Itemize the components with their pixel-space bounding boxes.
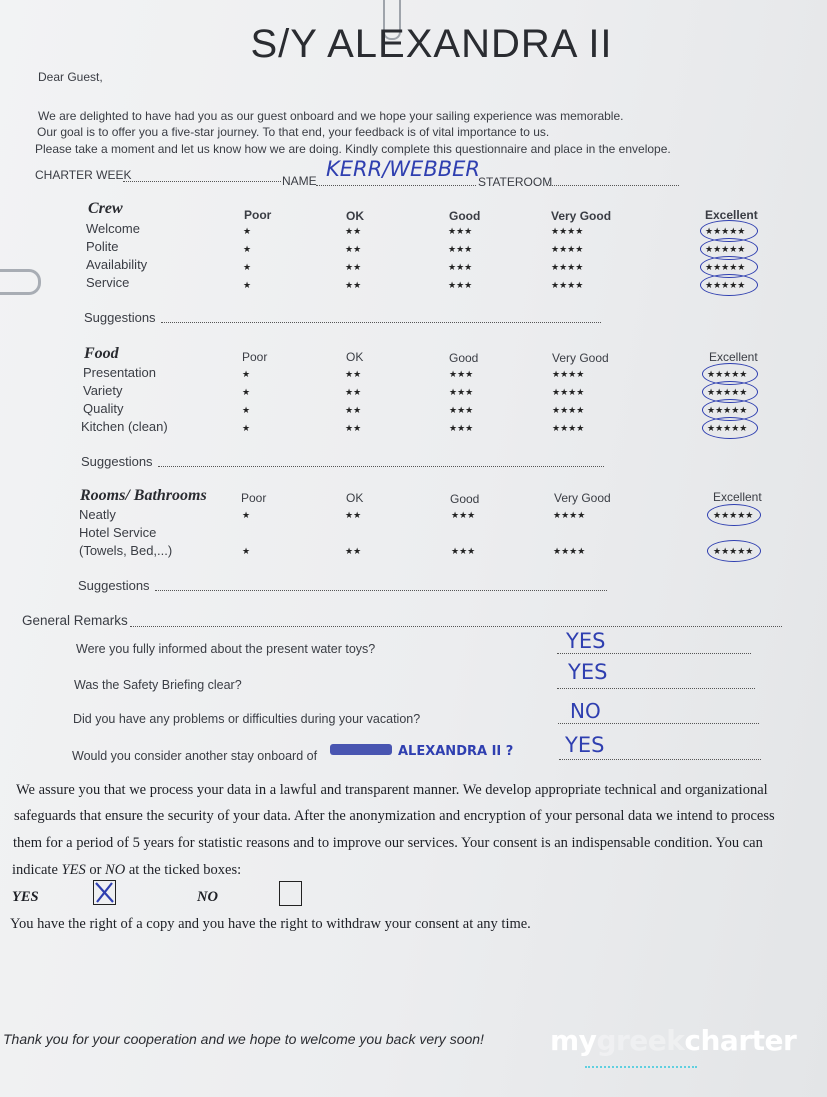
crew-row2-stars-2[interactable]: ★★ bbox=[345, 244, 362, 254]
food-item-presentation: Presentation bbox=[83, 365, 156, 380]
closing-text: Thank you for your cooperation and we hope to welcome you back very soon! bbox=[3, 1031, 484, 1047]
crew-row2-stars-3[interactable]: ★★★ bbox=[448, 244, 473, 254]
food-col-excellent: Excellent bbox=[709, 350, 758, 364]
food-row2-stars-1[interactable]: ★ bbox=[242, 387, 251, 397]
food-row3-stars-1[interactable]: ★ bbox=[242, 405, 251, 415]
answer-line-2 bbox=[557, 688, 755, 689]
crew-suggestions-line bbox=[161, 322, 601, 323]
consent-no-checkbox[interactable] bbox=[279, 881, 302, 906]
food-row2-stars-4[interactable]: ★★★★ bbox=[552, 387, 585, 397]
food-row4-stars-3[interactable]: ★★★ bbox=[449, 423, 474, 433]
crew-section-title: Crew bbox=[88, 200, 123, 217]
crew-row3-stars-2[interactable]: ★★ bbox=[345, 262, 362, 272]
rooms-section-title: Rooms/ Bathrooms bbox=[80, 487, 207, 504]
answer-another-stay: YES bbox=[565, 733, 605, 757]
crew-item-availability: Availability bbox=[86, 257, 148, 272]
food-row1-stars-1[interactable]: ★ bbox=[242, 369, 251, 379]
answer-water-toys: YES bbox=[566, 629, 606, 653]
rooms-row1-excellent-circle bbox=[707, 504, 761, 526]
rooms-row3-stars-5[interactable]: ★★★★★ bbox=[713, 546, 754, 556]
crew-row3-stars-3[interactable]: ★★★ bbox=[448, 262, 473, 272]
answer-line-3 bbox=[558, 723, 759, 724]
intro-line-2: Our goal is to offer you a five-star journey. To that end, your feedback is of vital importance to us. bbox=[37, 125, 550, 139]
rooms-row3-stars-1[interactable]: ★ bbox=[242, 546, 251, 556]
food-suggestions-label: Suggestions bbox=[81, 454, 153, 469]
binder-ring-icon bbox=[0, 269, 41, 295]
food-row3-stars-5[interactable]: ★★★★★ bbox=[707, 405, 748, 415]
crew-col-ok: OK bbox=[346, 209, 364, 223]
rooms-col-excellent: Excellent bbox=[713, 490, 762, 504]
scribbled-out-text bbox=[330, 744, 392, 755]
answer-safety-briefing: YES bbox=[568, 660, 608, 684]
checkmark-x-icon bbox=[94, 881, 115, 904]
answer-problems: NO bbox=[570, 699, 601, 723]
question-another-stay: Would you consider another stay onboard of bbox=[72, 749, 318, 763]
food-item-kitchen: Kitchen (clean) bbox=[81, 419, 168, 434]
indicate-or: or bbox=[85, 862, 106, 878]
crew-row4-stars-2[interactable]: ★★ bbox=[345, 280, 362, 290]
food-row4-stars-5[interactable]: ★★★★★ bbox=[707, 423, 748, 433]
rooms-col-ok: OK bbox=[346, 491, 364, 505]
rooms-suggestions-label: Suggestions bbox=[78, 578, 150, 593]
consent-line-3: them for a period of 5 years for statistic reasons and to improve our services. Your consent is an indispensable condition. You can bbox=[13, 835, 763, 851]
name-value: KERR/WEBBER bbox=[326, 157, 481, 181]
rooms-row1-stars-1[interactable]: ★ bbox=[242, 510, 251, 520]
food-section-title: Food bbox=[84, 345, 119, 362]
rooms-col-good: Good bbox=[450, 492, 480, 506]
consent-line-2: safeguards that ensure the security of your data. After the anonymization and encryption of your personal data we intend to process bbox=[14, 808, 775, 824]
consent-no-label: NO bbox=[197, 889, 218, 905]
consent-line-1: We assure you that we process your data in a lawful and transparent manner. We develop appropriate technical and organizational bbox=[16, 782, 768, 798]
food-row4-stars-1[interactable]: ★ bbox=[242, 423, 251, 433]
crew-row4-stars-3[interactable]: ★★★ bbox=[448, 280, 473, 290]
rooms-item-towels-bed: (Towels, Bed,...) bbox=[79, 543, 173, 558]
crew-row4-stars-5[interactable]: ★★★★★ bbox=[705, 280, 746, 290]
crew-row1-stars-3[interactable]: ★★★ bbox=[448, 226, 473, 236]
food-row3-stars-2[interactable]: ★★ bbox=[345, 405, 362, 415]
crew-row3-stars-1[interactable]: ★ bbox=[243, 262, 252, 272]
rooms-suggestions-line bbox=[155, 590, 607, 591]
rooms-row1-stars-4[interactable]: ★★★★ bbox=[553, 510, 586, 520]
name-line bbox=[316, 185, 476, 186]
crew-row4-stars-1[interactable]: ★ bbox=[243, 280, 252, 290]
crew-row4-excellent-circle bbox=[700, 274, 758, 296]
rooms-item-neatly: Neatly bbox=[79, 507, 116, 522]
rooms-row3-stars-2[interactable]: ★★ bbox=[345, 546, 362, 556]
general-remarks-line bbox=[130, 626, 782, 627]
document-title: S/Y ALEXANDRA II bbox=[250, 22, 613, 66]
crew-row1-stars-4[interactable]: ★★★★ bbox=[551, 226, 584, 236]
crew-item-welcome: Welcome bbox=[86, 221, 140, 236]
name-label: NAME bbox=[282, 174, 317, 188]
food-row1-stars-3[interactable]: ★★★ bbox=[449, 369, 474, 379]
indicate-prefix: indicate bbox=[12, 862, 62, 878]
rooms-row3-stars-4[interactable]: ★★★★ bbox=[553, 546, 586, 556]
stateroom-label: STATEROOM bbox=[478, 175, 553, 189]
food-item-variety: Variety bbox=[83, 383, 123, 398]
food-suggestions-line bbox=[158, 466, 604, 467]
rooms-item-hotel-service: Hotel Service bbox=[79, 525, 157, 540]
general-remarks-label: General Remarks bbox=[22, 613, 128, 628]
crew-row1-stars-5[interactable]: ★★★★★ bbox=[705, 226, 746, 236]
food-row4-stars-4[interactable]: ★★★★ bbox=[552, 423, 585, 433]
food-row4-excellent-circle bbox=[702, 417, 758, 439]
indicate-no: NO bbox=[105, 862, 126, 878]
crew-col-poor: Poor bbox=[244, 208, 272, 222]
question-safety-briefing: Was the Safety Briefing clear? bbox=[74, 678, 242, 692]
intro-line-3: Please take a moment and let us know how we are doing. Kindly complete this questionnaire and place in the envelope. bbox=[35, 142, 671, 156]
food-row1-stars-4[interactable]: ★★★★ bbox=[552, 369, 585, 379]
charter-week-line bbox=[123, 181, 281, 182]
food-row3-stars-3[interactable]: ★★★ bbox=[449, 405, 474, 415]
mygreekcharter-watermark-logo: mygreekcharter bbox=[550, 1024, 797, 1057]
food-row2-stars-2[interactable]: ★★ bbox=[345, 387, 362, 397]
greeting: Dear Guest, bbox=[38, 70, 103, 84]
answer-line-4 bbox=[559, 759, 761, 760]
consent-indicate-line bbox=[12, 862, 241, 879]
indicate-suffix: at the ticked boxes: bbox=[125, 862, 242, 878]
crew-row2-stars-5[interactable]: ★★★★★ bbox=[705, 244, 746, 254]
crew-col-good: Good bbox=[449, 209, 481, 223]
food-row1-stars-2[interactable]: ★★ bbox=[345, 369, 362, 379]
rooms-row1-stars-5[interactable]: ★★★★★ bbox=[713, 510, 754, 520]
rooms-row3-stars-3[interactable]: ★★★ bbox=[451, 546, 476, 556]
indicate-yes: YES bbox=[61, 862, 86, 878]
consent-yes-label: YES bbox=[12, 889, 39, 905]
food-col-ok: OK bbox=[346, 350, 364, 364]
food-col-good: Good bbox=[449, 351, 479, 365]
food-item-quality: Quality bbox=[83, 401, 124, 416]
handwritten-boat-name: ALEXANDRA II ? bbox=[398, 744, 514, 759]
consent-rights: You have the right of a copy and you have the right to withdraw your consent at any time. bbox=[10, 916, 531, 932]
crew-col-excellent: Excellent bbox=[705, 208, 758, 222]
rooms-col-verygood: Very Good bbox=[554, 491, 611, 505]
question-water-toys: Were you fully informed about the present water toys? bbox=[76, 642, 376, 656]
rooms-row1-stars-2[interactable]: ★★ bbox=[345, 510, 362, 520]
crew-row3-stars-5[interactable]: ★★★★★ bbox=[705, 262, 746, 272]
food-row2-stars-5[interactable]: ★★★★★ bbox=[707, 387, 748, 397]
crew-row3-stars-4[interactable]: ★★★★ bbox=[551, 262, 584, 272]
food-col-poor: Poor bbox=[242, 350, 268, 364]
question-problems: Did you have any problems or difficulties during your vacation? bbox=[73, 712, 421, 726]
food-row3-stars-4[interactable]: ★★★★ bbox=[552, 405, 585, 415]
crew-row1-stars-2[interactable]: ★★ bbox=[345, 226, 362, 236]
rooms-row1-stars-3[interactable]: ★★★ bbox=[451, 510, 476, 520]
food-row4-stars-2[interactable]: ★★ bbox=[345, 423, 362, 433]
charter-week-label: CHARTER WEEK bbox=[35, 168, 132, 182]
stateroom-line bbox=[549, 185, 679, 186]
crew-item-service: Service bbox=[86, 275, 130, 290]
intro-line-1: We are delighted to have had you as our guest onboard and we hope your sailing experience was memorable. bbox=[38, 109, 624, 123]
crew-item-polite: Polite bbox=[86, 239, 119, 254]
crew-row2-stars-1[interactable]: ★ bbox=[243, 244, 252, 254]
crew-row4-stars-4[interactable]: ★★★★ bbox=[551, 280, 584, 290]
crew-suggestions-label: Suggestions bbox=[84, 310, 156, 325]
food-row1-stars-5[interactable]: ★★★★★ bbox=[707, 369, 748, 379]
crew-row1-stars-1[interactable]: ★ bbox=[243, 226, 252, 236]
rooms-row3-excellent-circle bbox=[707, 540, 761, 562]
consent-yes-checkbox[interactable] bbox=[93, 880, 116, 905]
watermark-wave-icon bbox=[585, 1060, 697, 1068]
answer-line-1 bbox=[557, 653, 751, 654]
rooms-col-poor: Poor bbox=[241, 491, 267, 505]
food-col-verygood: Very Good bbox=[552, 351, 609, 365]
crew-col-verygood: Very Good bbox=[551, 209, 612, 223]
crew-row2-stars-4[interactable]: ★★★★ bbox=[551, 244, 584, 254]
food-row2-stars-3[interactable]: ★★★ bbox=[449, 387, 474, 397]
